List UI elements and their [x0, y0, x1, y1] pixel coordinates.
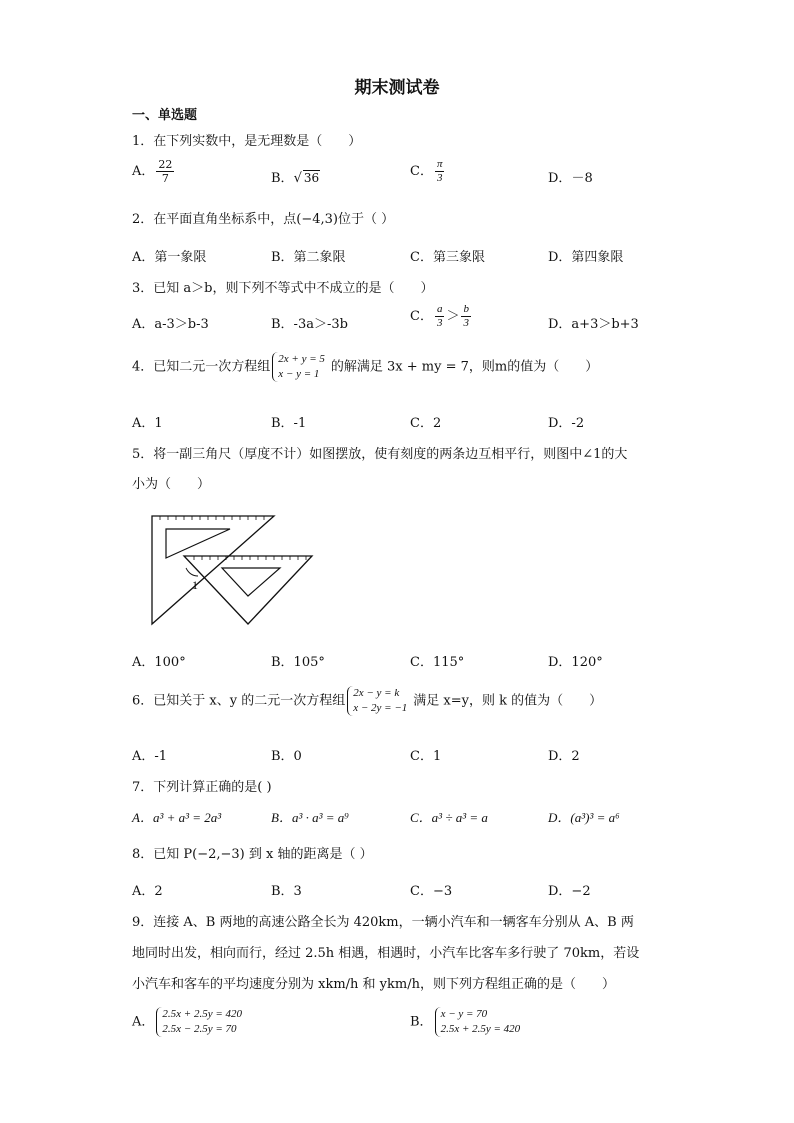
- q2-option-c[interactable]: C．第三象限: [410, 250, 485, 265]
- q4-option-c[interactable]: C．2: [410, 416, 442, 431]
- q8-option-b[interactable]: B．3: [271, 884, 302, 899]
- fraction: $\frac{22}{7}$: [158, 158, 173, 185]
- q6-option-c[interactable]: C．1: [410, 749, 442, 764]
- section-heading: 一、单选题: [132, 108, 198, 123]
- q3-option-d[interactable]: D．a+3＞b+3: [548, 317, 639, 332]
- triangle-rulers-figure: [140, 510, 340, 630]
- q3-option-b[interactable]: B．-3a＞-3b: [271, 317, 348, 332]
- q2-option-a[interactable]: A．第一象限: [132, 250, 207, 265]
- q4-option-d[interactable]: D．-2: [548, 416, 585, 431]
- angle-label: 1: [192, 578, 198, 592]
- q4-option-b[interactable]: B．-1: [271, 416, 307, 431]
- question-4-stem: 4．已知二元一次方程组 2x + y = 5 x − y = 1 的解满足 3x + my = 7，则m的值为（ ）: [132, 353, 599, 380]
- page-title: 期末测试卷: [354, 78, 440, 98]
- question-6-stem: 6．已知关于 x、y 的二元一次方程组 2x − y = k x − 2y = −1 满足 x=y，则 k 的值为（ ）: [132, 687, 603, 714]
- q9-option-b[interactable]: B． x − y = 70 2.5x + 2.5y = 420: [410, 1007, 526, 1037]
- equation-system: 2x + y = 5 x − y = 1: [272, 352, 329, 382]
- question-2-stem: 2．在平面直角坐标系中，点(−4,3)位于（ ）: [132, 212, 395, 227]
- question-3-stem: 3．已知 a＞b，则下列不等式中不成立的是（ ）: [132, 281, 434, 296]
- q4-option-a[interactable]: A．1: [132, 416, 163, 431]
- equation-system: x − y = 70 2.5x + 2.5y = 420: [435, 1007, 525, 1037]
- q7-option-d[interactable]: D．(a³)³ = a⁶: [548, 810, 620, 825]
- q1-option-c[interactable]: C． $\frac{\pi}{3}$: [410, 158, 443, 184]
- q2-option-d[interactable]: D．第四象限: [548, 250, 624, 265]
- q7-option-a[interactable]: A．a³ + a³ = 2a³: [132, 810, 222, 825]
- q6-option-a[interactable]: A．-1: [132, 749, 168, 764]
- equation-system: 2x − y = k x − 2y = −1: [347, 686, 411, 716]
- q5-option-d[interactable]: D．120°: [548, 655, 603, 670]
- q1-option-b[interactable]: B．√ 36: [271, 171, 320, 186]
- equation-system: 2.5x + 2.5y = 420 2.5x − 2.5y = 70: [156, 1007, 246, 1037]
- q3-option-a[interactable]: A．a-3＞b-3: [132, 317, 209, 332]
- q5-option-c[interactable]: C．115°: [410, 655, 465, 670]
- question-9-line3: 小汽车和客车的平均速度分别为 xkm/h 和 ykm/h，则下列方程组正确的是（ ）: [132, 977, 615, 992]
- q1-option-a[interactable]: A． $\frac{22}{7}$: [132, 158, 173, 185]
- q5-option-b[interactable]: B．105°: [271, 655, 325, 670]
- q2-option-b[interactable]: B．第二象限: [271, 250, 346, 265]
- q1-option-d[interactable]: D．－8: [548, 171, 593, 186]
- q8-option-d[interactable]: D．−2: [548, 884, 591, 899]
- q6-option-b[interactable]: B．0: [271, 749, 302, 764]
- question-9-line1: 9．连接 A、B 两地的高速公路全长为 420km，一辆小汽车和一辆客车分别从 A、B 两: [132, 915, 634, 930]
- question-7-stem: 7．下列计算正确的是( ): [132, 780, 272, 795]
- question-8-stem: 8．已知 P(−2,−3) 到 x 轴的距离是（ ）: [132, 847, 373, 862]
- q7-option-c[interactable]: C．a³ ÷ a³ = a: [410, 810, 488, 825]
- q6-option-d[interactable]: D．2: [548, 749, 580, 764]
- q9-option-a[interactable]: A． 2.5x + 2.5y = 420 2.5x − 2.5y = 70: [132, 1007, 248, 1037]
- question-9-line2: 地同时出发，相向而行，经过 2.5h 相遇，相遇时，小汽车比客车多行驶了 70km，若设: [132, 946, 640, 961]
- q5-option-a[interactable]: A．100°: [132, 655, 186, 670]
- fraction: $\frac{\pi}{3}$: [436, 158, 443, 184]
- q3-option-c[interactable]: C． $\frac{a}{3}$ ＞ $\frac{b}{3}$: [410, 303, 469, 329]
- q8-option-c[interactable]: C．−3: [410, 884, 453, 899]
- question-1-stem: 1．在下列实数中，是无理数是（ ）: [132, 134, 362, 149]
- question-5-stem-line2: 小为（ ）: [132, 477, 211, 492]
- q7-option-b[interactable]: B．a³ · a³ = a⁹: [271, 810, 349, 825]
- q8-option-a[interactable]: A．2: [132, 884, 163, 899]
- question-5-stem-line1: 5．将一副三角尺（厚度不计）如图摆放，使有刻度的两条边互相平行，则图中∠1的大: [132, 447, 628, 462]
